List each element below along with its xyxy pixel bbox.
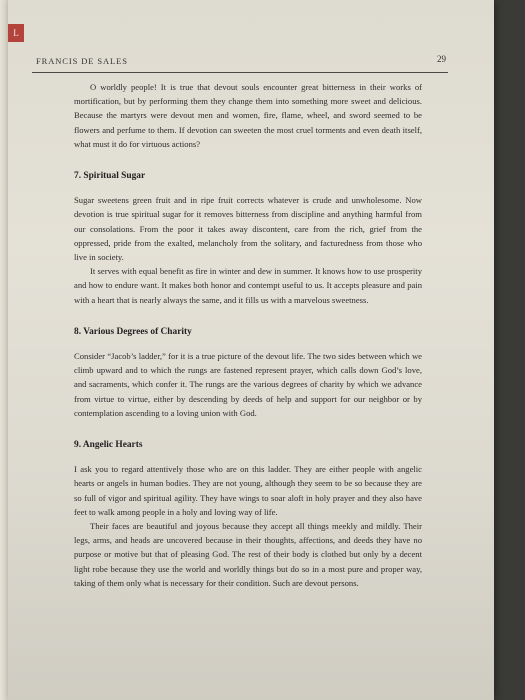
- book-page: [8, 0, 494, 700]
- page-number: 29: [437, 54, 446, 64]
- page-header: [32, 50, 448, 73]
- section-heading-angelic-hearts: 9. Angelic Hearts: [74, 440, 143, 451]
- page-body: [74, 80, 422, 590]
- section-paragraph: I ask you to regard attentively those who are on this ladder. They are either people with angelic hearts or angels in human bodies. They are not young, although they seem to be so because they are so full of vigor and spiritual agility. They have wings to soar aloft in holy prayer and they also have feet to walk among people in a holy and loving way of life.: [74, 464, 422, 517]
- section-heading-degrees-of-charity: 8. Various Degrees of Charity: [74, 326, 192, 337]
- section-paragraph: Consider “Jacob’s ladder,” for it is a true picture of the devout life. The two sides between which we climb upward and to which the rungs are fastened represent prayer, which calls down God’s love, and sacraments, which confer it. The rungs are the various degrees of charity by which we advance from virtue to virtue, either by descending by deeds of help and support for our neighbor or by contemplation ascending to a loving union with God.: [74, 351, 422, 418]
- section-paragraph: Sugar sweetens green fruit and in ripe fruit corrects whatever is crude and unwholesome. Now devotion is true spiritual sugar for it removes bitterness from discipline and anything harmful from our consolations. From the poor it takes away discontent, care from the rich, grief from the oppressed, pride from the exalted, melancholy from the solitary, and facturedness from those who live in society.: [74, 195, 422, 263]
- page-tab-marker: L: [8, 24, 24, 42]
- intro-paragraph: O worldly people! It is true that devout souls encounter great bitterness in their works of mortification, but by performing them they change them into something more sweet and delicious. Because the martyrs were devout men and women, fire, flame, wheel, and sword seemed to be flowers and perfume to them. If devotion can sweeten the most cruel torments and even death itself, what must it do for virtuous actions?: [74, 82, 422, 149]
- section-heading-spiritual-sugar: 7. Spiritual Sugar: [74, 171, 146, 182]
- running-head: FRANCIS DE SALES: [36, 56, 128, 66]
- section-paragraph: It serves with equal benefit as fire in winter and dew in summer. It knows how to use prosperity and how to endure want. It makes both honor and contempt useful to us. It accepts pleasure and pain with a heart that is nearly always the same, and it fills us with a marvelous sweetness.: [74, 266, 422, 305]
- section-paragraph: Their faces are beautiful and joyous because they accept all things meekly and mildly. Their legs, arms, and heads are uncovered because in their thoughts, affections, and deeds they have no purpose or motive but that of pleasing God. The rest of their body is clothed but only by a decent light robe because they use the world and worldly things but do so in a most pure and proper way, taking of them only what is necessary for their condition. Such are devout persons.: [74, 521, 422, 588]
